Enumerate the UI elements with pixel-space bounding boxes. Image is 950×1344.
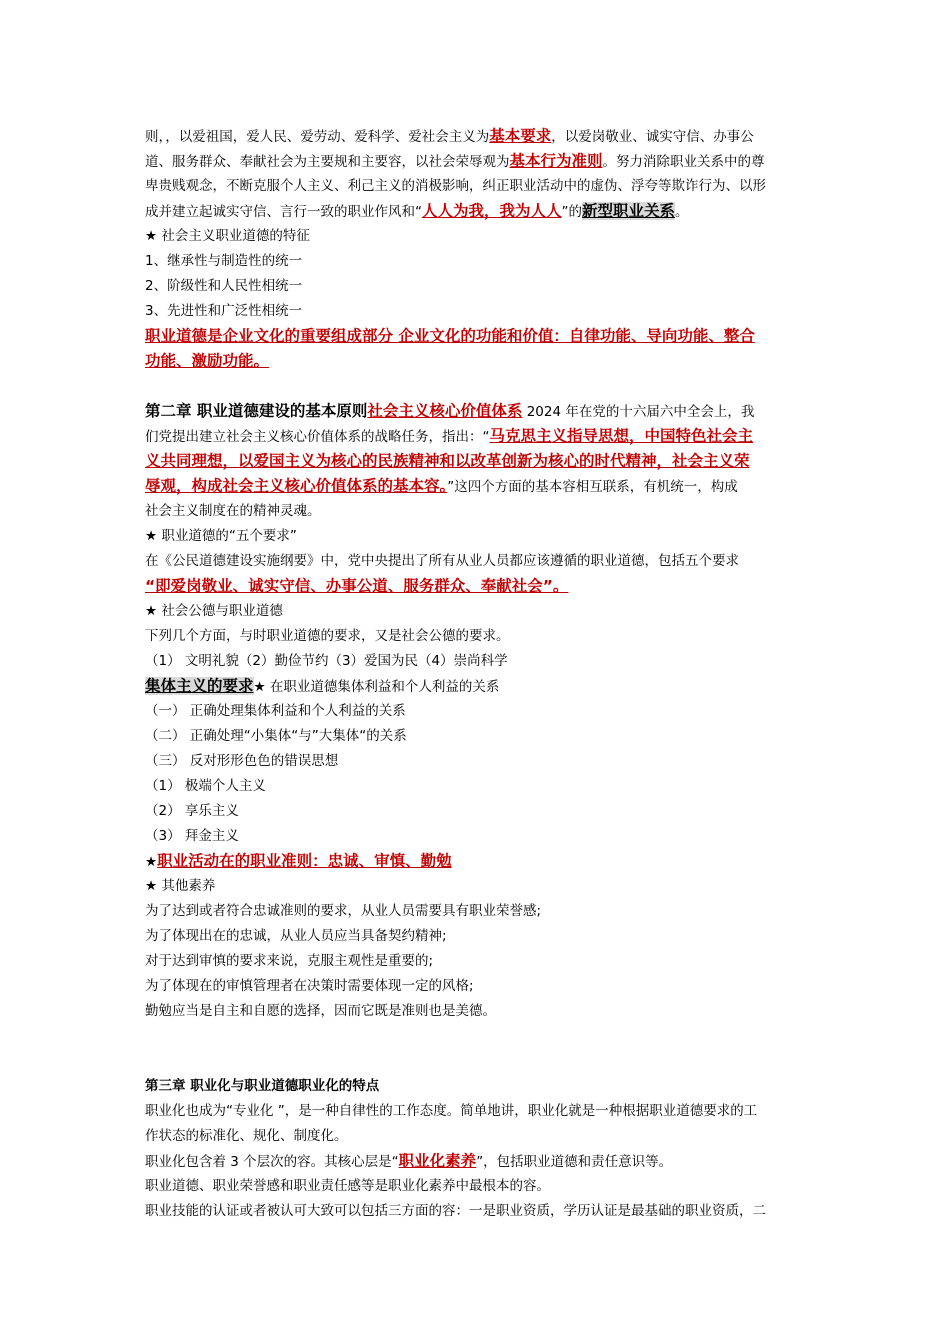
paragraph-line: 职业道德、职业荣誉感和职业责任感等是职业化素养中最根本的容。	[145, 1178, 550, 1194]
paragraph-line: 成并建立起诚实守信、言行一致的职业作风和“人人为我，我为人人”的新型职业关系。	[145, 202, 689, 220]
paragraph-line: 则，，以爱祖国，爱人民、爱劳动、爱科学、爱社会主义为基本要求，以爱岗敬业、诚实守信、办事公	[145, 127, 754, 145]
highlight-basic-norm: 基本行为准则	[509, 152, 603, 170]
list-item: 3、先进性和广泛性相统一	[145, 303, 303, 319]
paragraph-line: 社会主义制度在的精神灵魂。	[145, 503, 321, 519]
paragraph-line: 卑贵贱观念，不断克服个人主义、利己主义的消极影响，纠正职业活动中的虚伪、浮夸等欺诈行为、以形	[145, 178, 766, 194]
red-emphasis-line: 职业道德是企业文化的重要组成部分 企业文化的功能和价值：自律功能、导向功能、整合	[145, 327, 755, 345]
section-star-heading: ★ 社会公德与职业道德	[145, 603, 283, 619]
list-item: （二） 正确处理“小集体“与”大集体“的关系	[145, 728, 407, 744]
paragraph-line: （1） 文明礼貌（2）勤俭节约（3）爱国为民（4）崇尚科学	[145, 653, 508, 669]
list-item: （三） 反对形形色色的错误思想	[145, 753, 339, 769]
chapter-two-heading: 第二章 职业道德建设的基本原则社会主义核心价值体系 2024 年在党的十六届六中全会上，我	[145, 402, 755, 420]
chapter-three-heading: 第三章 职业化与职业道德职业化的特点	[145, 1078, 380, 1094]
red-emphasis-line: 功能、激励功能。	[145, 352, 270, 370]
paragraph-line: 在《公民道德建设实施纲要》中，党中央提出了所有从业人员都应该遵循的职业道德，包括五个要求	[145, 553, 739, 569]
red-emphasis-line: “即爱岗敬业、诚实守信、办事公道、服务群众、奉献社会”。	[145, 577, 569, 595]
paragraph-line: 对于达到审慎的要求来说，克服主观性是重要的;	[145, 953, 434, 969]
section-star-heading: ★ 职业道德的“五个要求”	[145, 528, 297, 544]
paragraph-line: 勤勉应当是自主和自愿的选择，因而它既是准则也是美德。	[145, 1003, 496, 1019]
list-item: （一） 正确处理集体利益和个人利益的关系	[145, 703, 406, 719]
paragraph-line: 职业化包含着 3 个层次的容。其核心层是“职业化素养”，包括职业道德和责任意识等。	[145, 1152, 673, 1170]
paragraph-line: 们党提出建立社会主义核心价值体系的战略任务，指出：“马克思主义指导思想，中国特色社会主	[145, 427, 754, 445]
paragraph-line: 为了达到或者符合忠诚准则的要求，从业人员需要具有职业荣誉感;	[145, 903, 542, 919]
document-page	[145, 124, 807, 1224]
list-item: 2、阶级性和人民性相统一	[145, 278, 303, 294]
paragraph-line: 为了体现出在的忠诚，从业人员应当具备契约精神;	[145, 928, 447, 944]
paragraph-line: 为了体现在的审慎管理者在决策时需要体现一定的风格;	[145, 978, 474, 994]
paragraph-line: 作状态的标准化、规化、制度化。	[145, 1128, 348, 1144]
collective-heading: 集体主义的要求★ 在职业道德集体利益和个人利益的关系	[145, 677, 500, 695]
paragraph-line: 道、服务群众、奉献社会为主要规和主要容，以社会荣辱观为基本行为准则。努力消除职业关系中的尊	[145, 152, 765, 170]
paragraph-line: 下列几个方面，与时职业道德的要求，又是社会公德的要求。	[145, 628, 510, 644]
highlight-core-value: 社会主义核心价值体系	[367, 402, 523, 420]
paragraph-line: 辱观，构成社会主义核心价值体系的基本容。”这四个方面的基本容相互联系，有机统一，构成	[145, 477, 738, 495]
list-item: 1、继承性与制造性的统一	[145, 253, 303, 269]
paragraph-line: 职业技能的认证或者被认可大致可以包括三方面的容：一是职业资质，学历认证是最基础的职业资质，二	[145, 1203, 766, 1219]
section-star-heading: ★ 其他素养	[145, 878, 216, 894]
red-emphasis-line: 义共同理想，以爱国主义为核心的民族精神和以改革创新为核心的时代精神，社会主义荣	[145, 452, 750, 470]
highlight-professional-literacy: 职业化素养	[398, 1152, 477, 1170]
list-item: （1） 极端个人主义	[145, 778, 266, 794]
paragraph-line: 职业化也成为“专业化 ”，是一种自律性的工作态度。简单地讲，职业化就是一种根据职业道德要求的工	[145, 1103, 758, 1119]
list-item: （2） 享乐主义	[145, 803, 239, 819]
section-star-heading: ★ 社会主义职业道德的特征	[145, 228, 310, 244]
rule-heading: ★职业活动在的职业准则：忠诚、审慎、勤勉	[145, 852, 452, 870]
highlight-new-relation: 新型职业关系	[582, 202, 676, 220]
highlight-basic-requirement: 基本要求	[489, 127, 552, 145]
list-item: （3） 拜金主义	[145, 828, 239, 844]
highlight-slogan: 人人为我，我为人人	[422, 202, 562, 220]
